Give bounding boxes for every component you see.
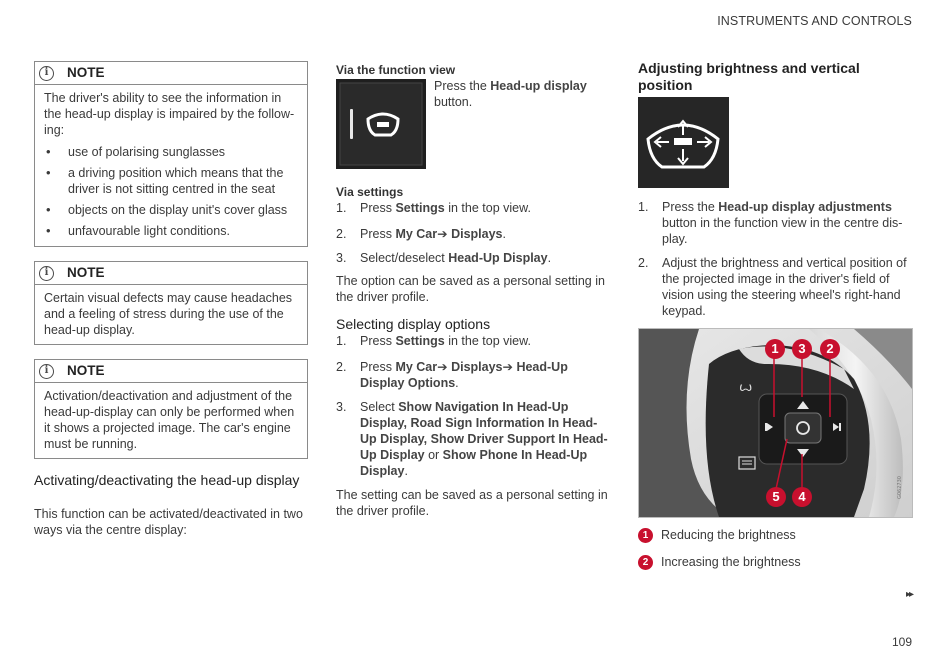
step-number: 2. xyxy=(336,227,347,241)
legend-badge: 1 xyxy=(638,528,653,543)
head-up-display-adjustments-label: Head-up display adjustments xyxy=(718,200,892,214)
list-item xyxy=(638,199,910,247)
via-settings-footer: The option can be saved as a personal setting in the driver profile. xyxy=(336,274,605,304)
text-fragment: button. xyxy=(434,95,473,109)
step-number: 2. xyxy=(336,360,347,374)
list-item: • a driving position which means that the driver is not sitting centred in the seat xyxy=(44,165,298,197)
head-up-display-label: Head-Up Display xyxy=(448,251,548,265)
display-options-steps xyxy=(336,333,608,487)
text-fragment: . xyxy=(547,251,552,265)
list-item xyxy=(336,359,608,391)
list-item: • unfavourable light conditions. xyxy=(44,223,298,239)
text-fragment: Press xyxy=(360,201,396,215)
show-phone-label: Show Phone In Head-Up Display xyxy=(360,448,588,478)
legend-item-1 xyxy=(638,527,796,543)
text-fragment: in the top view. xyxy=(444,201,531,215)
head-up-display-button-image xyxy=(336,79,426,169)
head-up-display-adjustments-icon xyxy=(638,97,729,188)
note-title: NOTE xyxy=(67,65,105,80)
text-fragment: . xyxy=(455,376,459,390)
callout-3: 3 xyxy=(792,339,812,359)
step-number: 1. xyxy=(336,334,347,348)
diagram-code: G062730 xyxy=(897,476,903,499)
text-fragment: Adjust the brightness and vertical position of the projected image in the driver's field of vision using the steering wheel's right-hand keypad. xyxy=(662,256,907,318)
list-item xyxy=(336,226,606,242)
settings-label: Settings xyxy=(395,201,445,215)
settings-label: Settings xyxy=(395,334,445,348)
step-number: 2. xyxy=(638,256,649,270)
text-fragment: . xyxy=(404,464,408,478)
note-header xyxy=(35,262,307,285)
list-item: • objects on the display unit's cover glass xyxy=(44,202,298,218)
list-item xyxy=(638,255,910,319)
text-fragment: Press the xyxy=(662,200,719,214)
note-box-visual-defects xyxy=(34,261,308,345)
legend-badge: 2 xyxy=(638,555,653,570)
info-icon: i xyxy=(39,266,54,281)
note-text: Activation/deactivation and adjustment of the head-up-display can only be performed when it shows a projected image. The car's engine must be running. xyxy=(44,389,295,451)
function-view-text xyxy=(434,78,604,110)
display-options-heading: Selecting display options xyxy=(336,316,491,332)
note-box-visibility xyxy=(34,61,308,247)
step-number: 1. xyxy=(638,200,649,214)
adjusting-heading: Adjusting brightness and vertical position xyxy=(638,60,860,93)
my-car-label: My Car xyxy=(395,360,438,374)
note-header xyxy=(35,62,307,85)
svg-text:ꙍ: ꙍ xyxy=(739,380,753,395)
step-number: 3. xyxy=(336,251,347,265)
step-number: 1. xyxy=(336,201,347,215)
legend-text: Increasing the brightness xyxy=(661,555,801,569)
list-item xyxy=(336,399,608,479)
section-header: INSTRUMENTS AND CONTROLS xyxy=(717,14,912,28)
text-fragment: or xyxy=(424,448,443,462)
list-item: • use of polarising sunglasses xyxy=(44,144,298,160)
activating-heading: Activating/deactivating the head-up display xyxy=(34,472,300,488)
text-fragment: Select xyxy=(360,400,399,414)
note-body xyxy=(35,285,307,344)
adjusting-steps xyxy=(638,199,910,327)
legend-text: Reducing the brightness xyxy=(661,528,796,542)
info-icon: i xyxy=(39,66,54,81)
note-text: The driver's ability to see the information in the head-up display is impaired by the follow-ing: xyxy=(44,91,295,137)
text-fragment: Select/deselect xyxy=(360,251,449,265)
text-fragment: Press xyxy=(360,360,396,374)
callout-2: 2 xyxy=(820,339,840,359)
callout-5: 5 xyxy=(766,487,786,507)
note-header xyxy=(35,360,307,383)
info-icon: i xyxy=(39,364,54,379)
displays-label: Displays xyxy=(447,227,503,241)
list-item xyxy=(336,200,606,216)
display-option-labels: Show Navigation In Head-Up Display, Road Sign Information In Head-Up Display, Show Driver Support In Head-Up Display xyxy=(360,400,608,462)
head-up-display-label: Head-up display xyxy=(490,79,587,93)
arrow-right-icon: ➔ xyxy=(437,360,448,374)
note-bullet-list xyxy=(44,144,298,239)
displays-label: Displays xyxy=(447,360,503,374)
step-number: 3. xyxy=(336,400,347,414)
text-fragment: . xyxy=(502,227,506,241)
text-fragment: Press xyxy=(360,334,396,348)
via-settings-heading: Via settings xyxy=(336,185,404,199)
callout-4: 4 xyxy=(792,487,812,507)
head-up-display-adjustments-image xyxy=(638,97,729,188)
note-body xyxy=(35,383,307,458)
text-fragment: in the top view. xyxy=(444,334,531,348)
legend-item-2 xyxy=(638,554,801,570)
activating-text: This function can be activated/deactivated in two ways via the centre display: xyxy=(34,507,303,537)
note-title: NOTE xyxy=(67,363,105,378)
note-title: NOTE xyxy=(67,265,105,280)
steering-wheel-keypad-diagram xyxy=(638,328,913,518)
page-number: 109 xyxy=(891,635,912,649)
continue-arrows-icon: ▸▸ xyxy=(905,589,912,600)
arrow-right-icon: ➔ xyxy=(437,227,448,241)
text-fragment: Press the xyxy=(434,79,491,93)
callout-1: 1 xyxy=(765,339,785,359)
list-item xyxy=(336,250,606,266)
list-item xyxy=(336,333,608,349)
function-view-heading: Via the function view xyxy=(336,63,456,77)
note-text: Certain visual defects may cause headaches and a feeling of stress during the use of the head-up display. xyxy=(44,291,293,337)
head-up-display-options-label: Head-Up Display Options xyxy=(360,360,568,390)
text-fragment: button in the function view in the centre dis-play. xyxy=(662,216,903,246)
display-options-footer: The setting can be saved as a personal setting in the driver profile. xyxy=(336,488,608,518)
text-fragment: Press xyxy=(360,227,396,241)
arrow-right-icon: ➔ xyxy=(502,360,513,374)
note-box-activation xyxy=(34,359,308,459)
my-car-label: My Car xyxy=(395,227,438,241)
via-settings-steps xyxy=(336,200,606,274)
head-up-display-icon xyxy=(336,79,426,169)
note-body xyxy=(35,85,307,250)
